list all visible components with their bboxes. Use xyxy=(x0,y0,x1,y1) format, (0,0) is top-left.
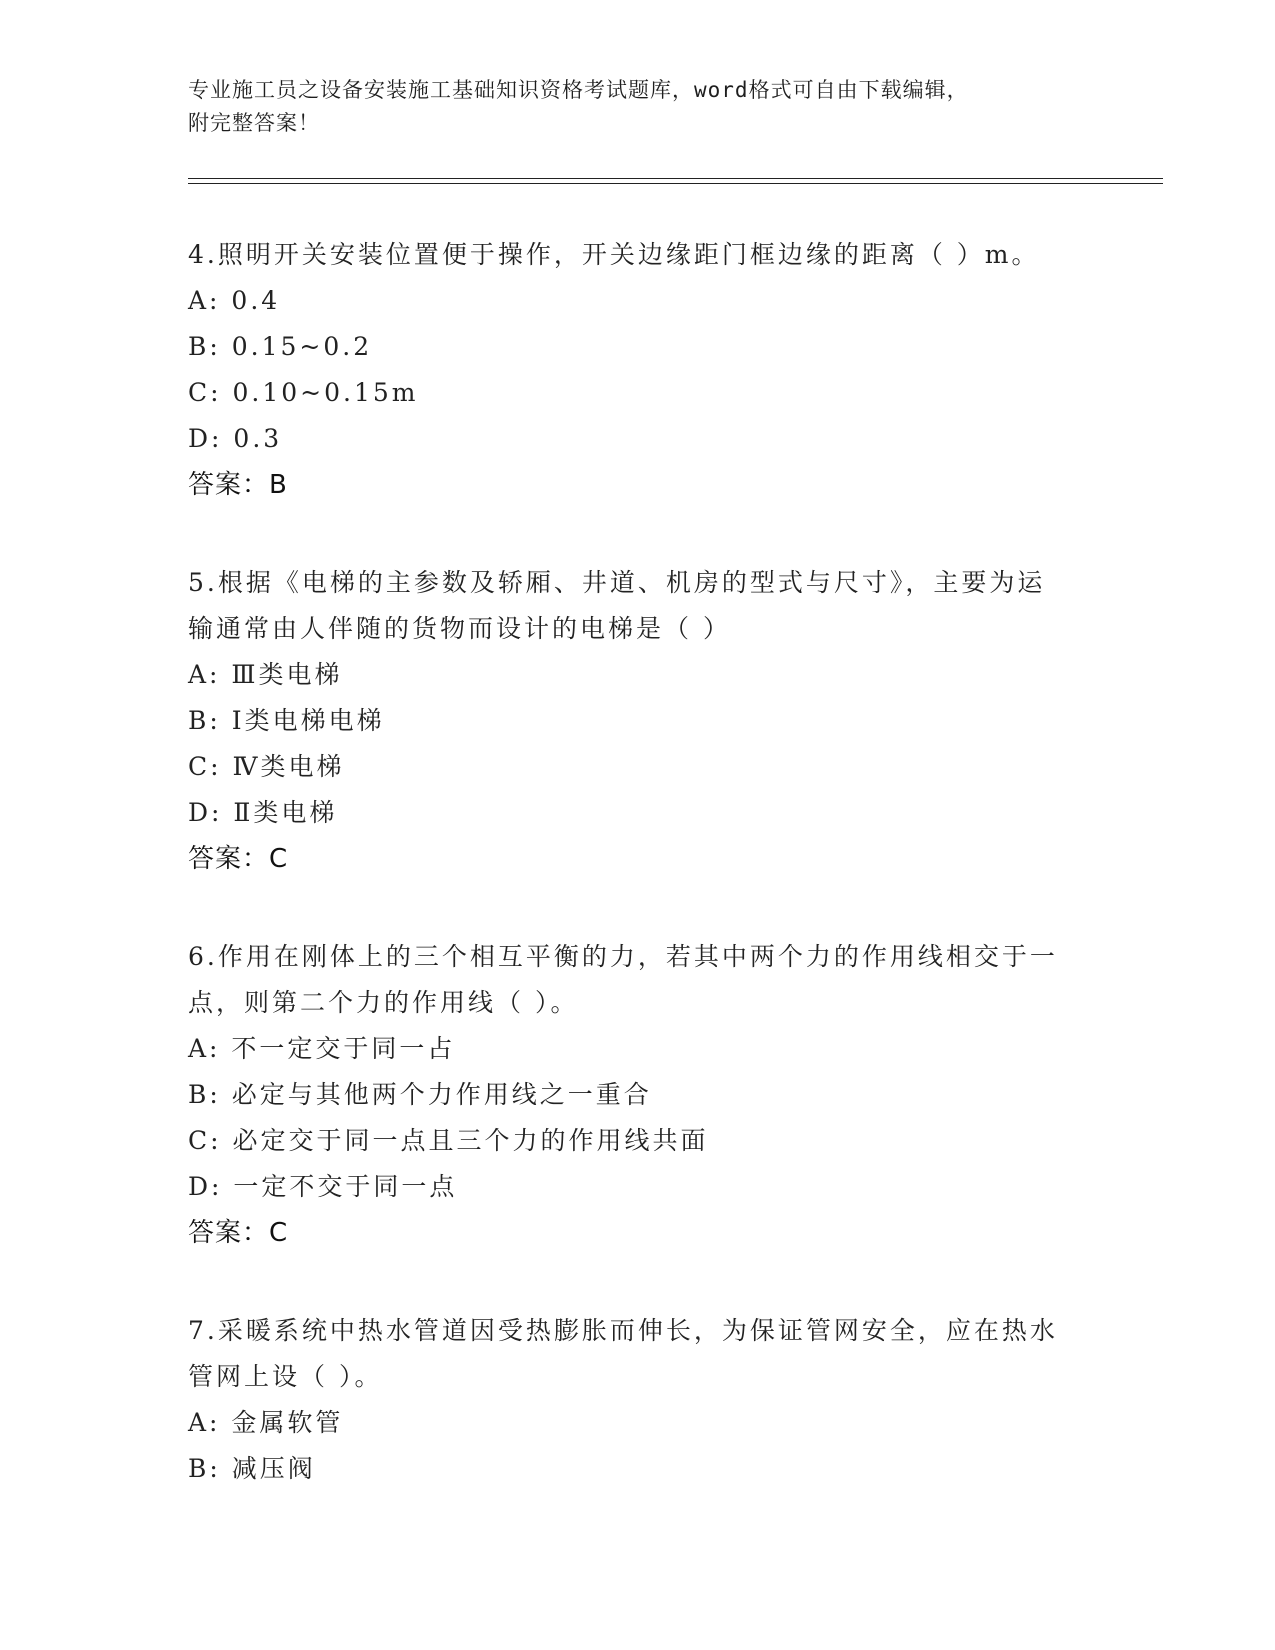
header-line-2: 附完整答案！ xyxy=(188,111,320,135)
option-c: C: 0.10~0.15m xyxy=(188,378,419,407)
option-a: A: 0.4 xyxy=(188,286,281,315)
option-a: A: Ⅲ类电梯 xyxy=(188,660,343,689)
answer-line: 答案：B xyxy=(188,470,288,500)
question-text: 5.根据《电梯的主参数及轿厢、井道、机房的型式与尺寸》，主要为运输通常由人伴随的货物而设计的电梯是（ ） xyxy=(188,568,1046,643)
option-a: A: 金属软管 xyxy=(188,1408,344,1437)
option-c: C: Ⅳ类电梯 xyxy=(188,752,345,781)
question-7 xyxy=(188,1308,1088,1492)
option-b: B: 减压阀 xyxy=(188,1454,316,1483)
option-b: B: 必定与其他两个力作用线之一重合 xyxy=(188,1080,652,1109)
option-b: B: 0.15~0.2 xyxy=(188,332,373,361)
option-d: D: 0.3 xyxy=(188,424,283,453)
question-text: 7.采暖系统中热水管道因受热膨胀而伸长，为保证管网安全，应在热水管网上设（ ）。 xyxy=(188,1316,1058,1391)
question-6 xyxy=(188,934,1088,1256)
question-text: 4.照明开关安装位置便于操作，开关边缘距门框边缘的距离（ ）m。 xyxy=(188,240,1040,269)
answer-line: 答案：C xyxy=(188,844,289,874)
question-4 xyxy=(188,232,1088,508)
document-header xyxy=(188,74,1068,140)
header-divider-bottom xyxy=(188,183,1163,184)
answer-line: 答案：C xyxy=(188,1218,289,1248)
option-b: B: Ⅰ类电梯电梯 xyxy=(188,706,385,735)
option-d: D: 一定不交于同一点 xyxy=(188,1172,458,1201)
question-text: 6.作用在刚体上的三个相互平衡的力，若其中两个力的作用线相交于一点，则第二个力的作用线（ ）。 xyxy=(188,942,1058,1017)
header-divider-top xyxy=(188,178,1163,179)
option-d: D: Ⅱ类电梯 xyxy=(188,798,338,827)
question-list xyxy=(188,232,1088,1544)
header-line-1: 专业施工员之设备安装施工基础知识资格考试题库，word格式可自由下载编辑， xyxy=(188,78,969,102)
option-c: C: 必定交于同一点且三个力的作用线共面 xyxy=(188,1126,709,1155)
question-5 xyxy=(188,560,1088,882)
option-a: A: 不一定交于同一占 xyxy=(188,1034,456,1063)
